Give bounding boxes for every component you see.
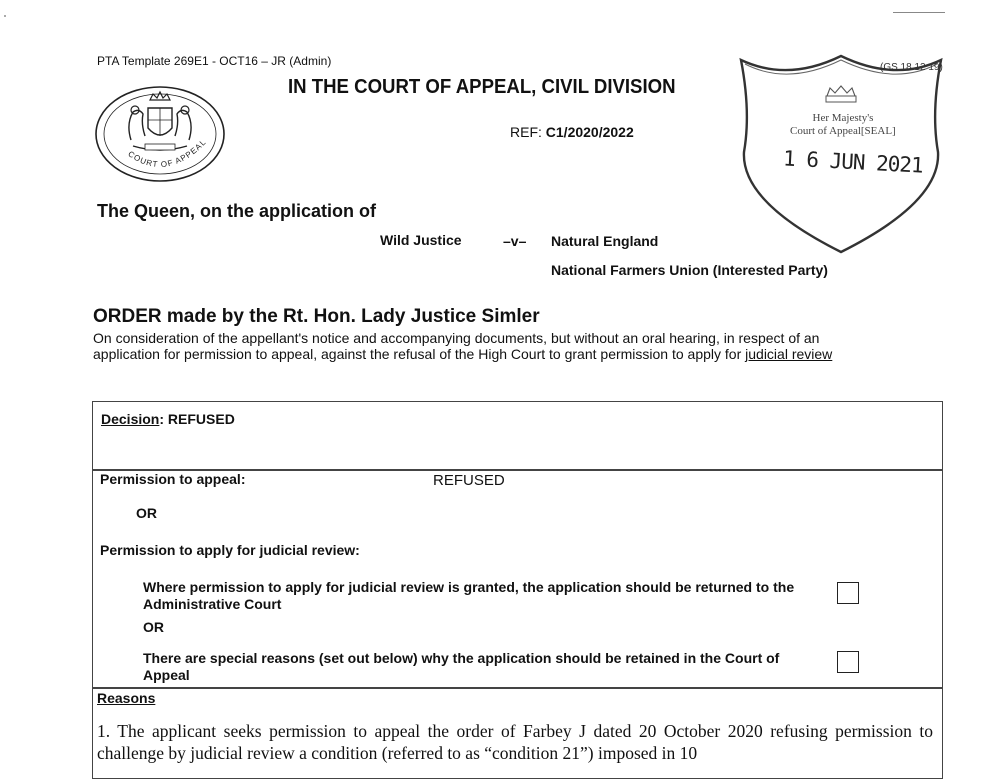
decision-value: : REFUSED xyxy=(159,411,235,427)
ref-value: C1/2020/2022 xyxy=(545,124,634,140)
stamp-code: (GS 18 12 19) xyxy=(880,62,943,73)
template-reference: PTA Template 269E1 - OCT16 – JR (Admin) xyxy=(97,54,332,68)
stamp-line-1: Her Majesty's xyxy=(812,112,874,124)
scan-dot xyxy=(4,15,6,17)
parties-heading: The Queen, on the application of xyxy=(97,201,377,221)
order-description xyxy=(93,330,873,362)
order-title: ORDER made by the Rt. Hon. Lady Justice Simler xyxy=(93,306,540,327)
crest-ring-text: COURT OF APPEAL xyxy=(126,137,209,170)
royal-crest-icon xyxy=(93,84,228,184)
or-label-1: OR xyxy=(136,505,157,521)
defendant-name: Natural England xyxy=(551,233,659,249)
ref-label: REF: xyxy=(510,124,542,140)
judicial-review-link: judicial review xyxy=(745,346,833,362)
option-returned-to-admin-court: Where permission to apply for judicial review is granted, the application should be returned to the Administrative Court xyxy=(143,579,795,612)
order-desc-main: On consideration of the appellant's notice and accompanying documents, but without an oral hearing, in respect of an application for permission to appeal, against the refusal of the High Court to grant permission to apply for xyxy=(93,330,820,362)
checkbox-retained-court-of-appeal[interactable] xyxy=(837,651,859,673)
versus-label: –v– xyxy=(503,233,527,249)
checkbox-returned-to-admin-court[interactable] xyxy=(837,582,859,604)
permission-appeal-label: Permission to appeal: xyxy=(100,471,246,487)
stamp-line-2: Court of Appeal[SEAL] xyxy=(790,125,896,137)
or-label-2: OR xyxy=(143,619,164,635)
case-reference xyxy=(510,124,634,140)
decision-label: Decision xyxy=(101,411,160,427)
court-title: IN THE COURT OF APPEAL, CIVIL DIVISION xyxy=(288,76,676,98)
option-retained-court-of-appeal: There are special reasons (set out below) why the application should be retained in the Court of Appeal xyxy=(143,650,780,683)
permission-appeal-value: REFUSED xyxy=(433,472,505,489)
claimant-name: Wild Justice xyxy=(380,232,462,248)
reasons-text: 1. The applicant seeks permission to appeal the order of Farbey J dated 20 October 2020 refusing permission to challenge by judicial review a condition (referred to as “condition 21”) imposed in 10 xyxy=(97,721,933,763)
stamp-date: 1 6 JUN 2021 xyxy=(782,146,924,178)
scan-mark xyxy=(893,12,945,13)
reasons-heading-text: Reasons xyxy=(97,690,156,706)
reasons-heading xyxy=(97,690,155,706)
interested-party: National Farmers Union (Interested Party) xyxy=(551,262,828,278)
decision-row xyxy=(101,411,235,427)
permission-jr-label: Permission to apply for judicial review: xyxy=(100,542,360,558)
